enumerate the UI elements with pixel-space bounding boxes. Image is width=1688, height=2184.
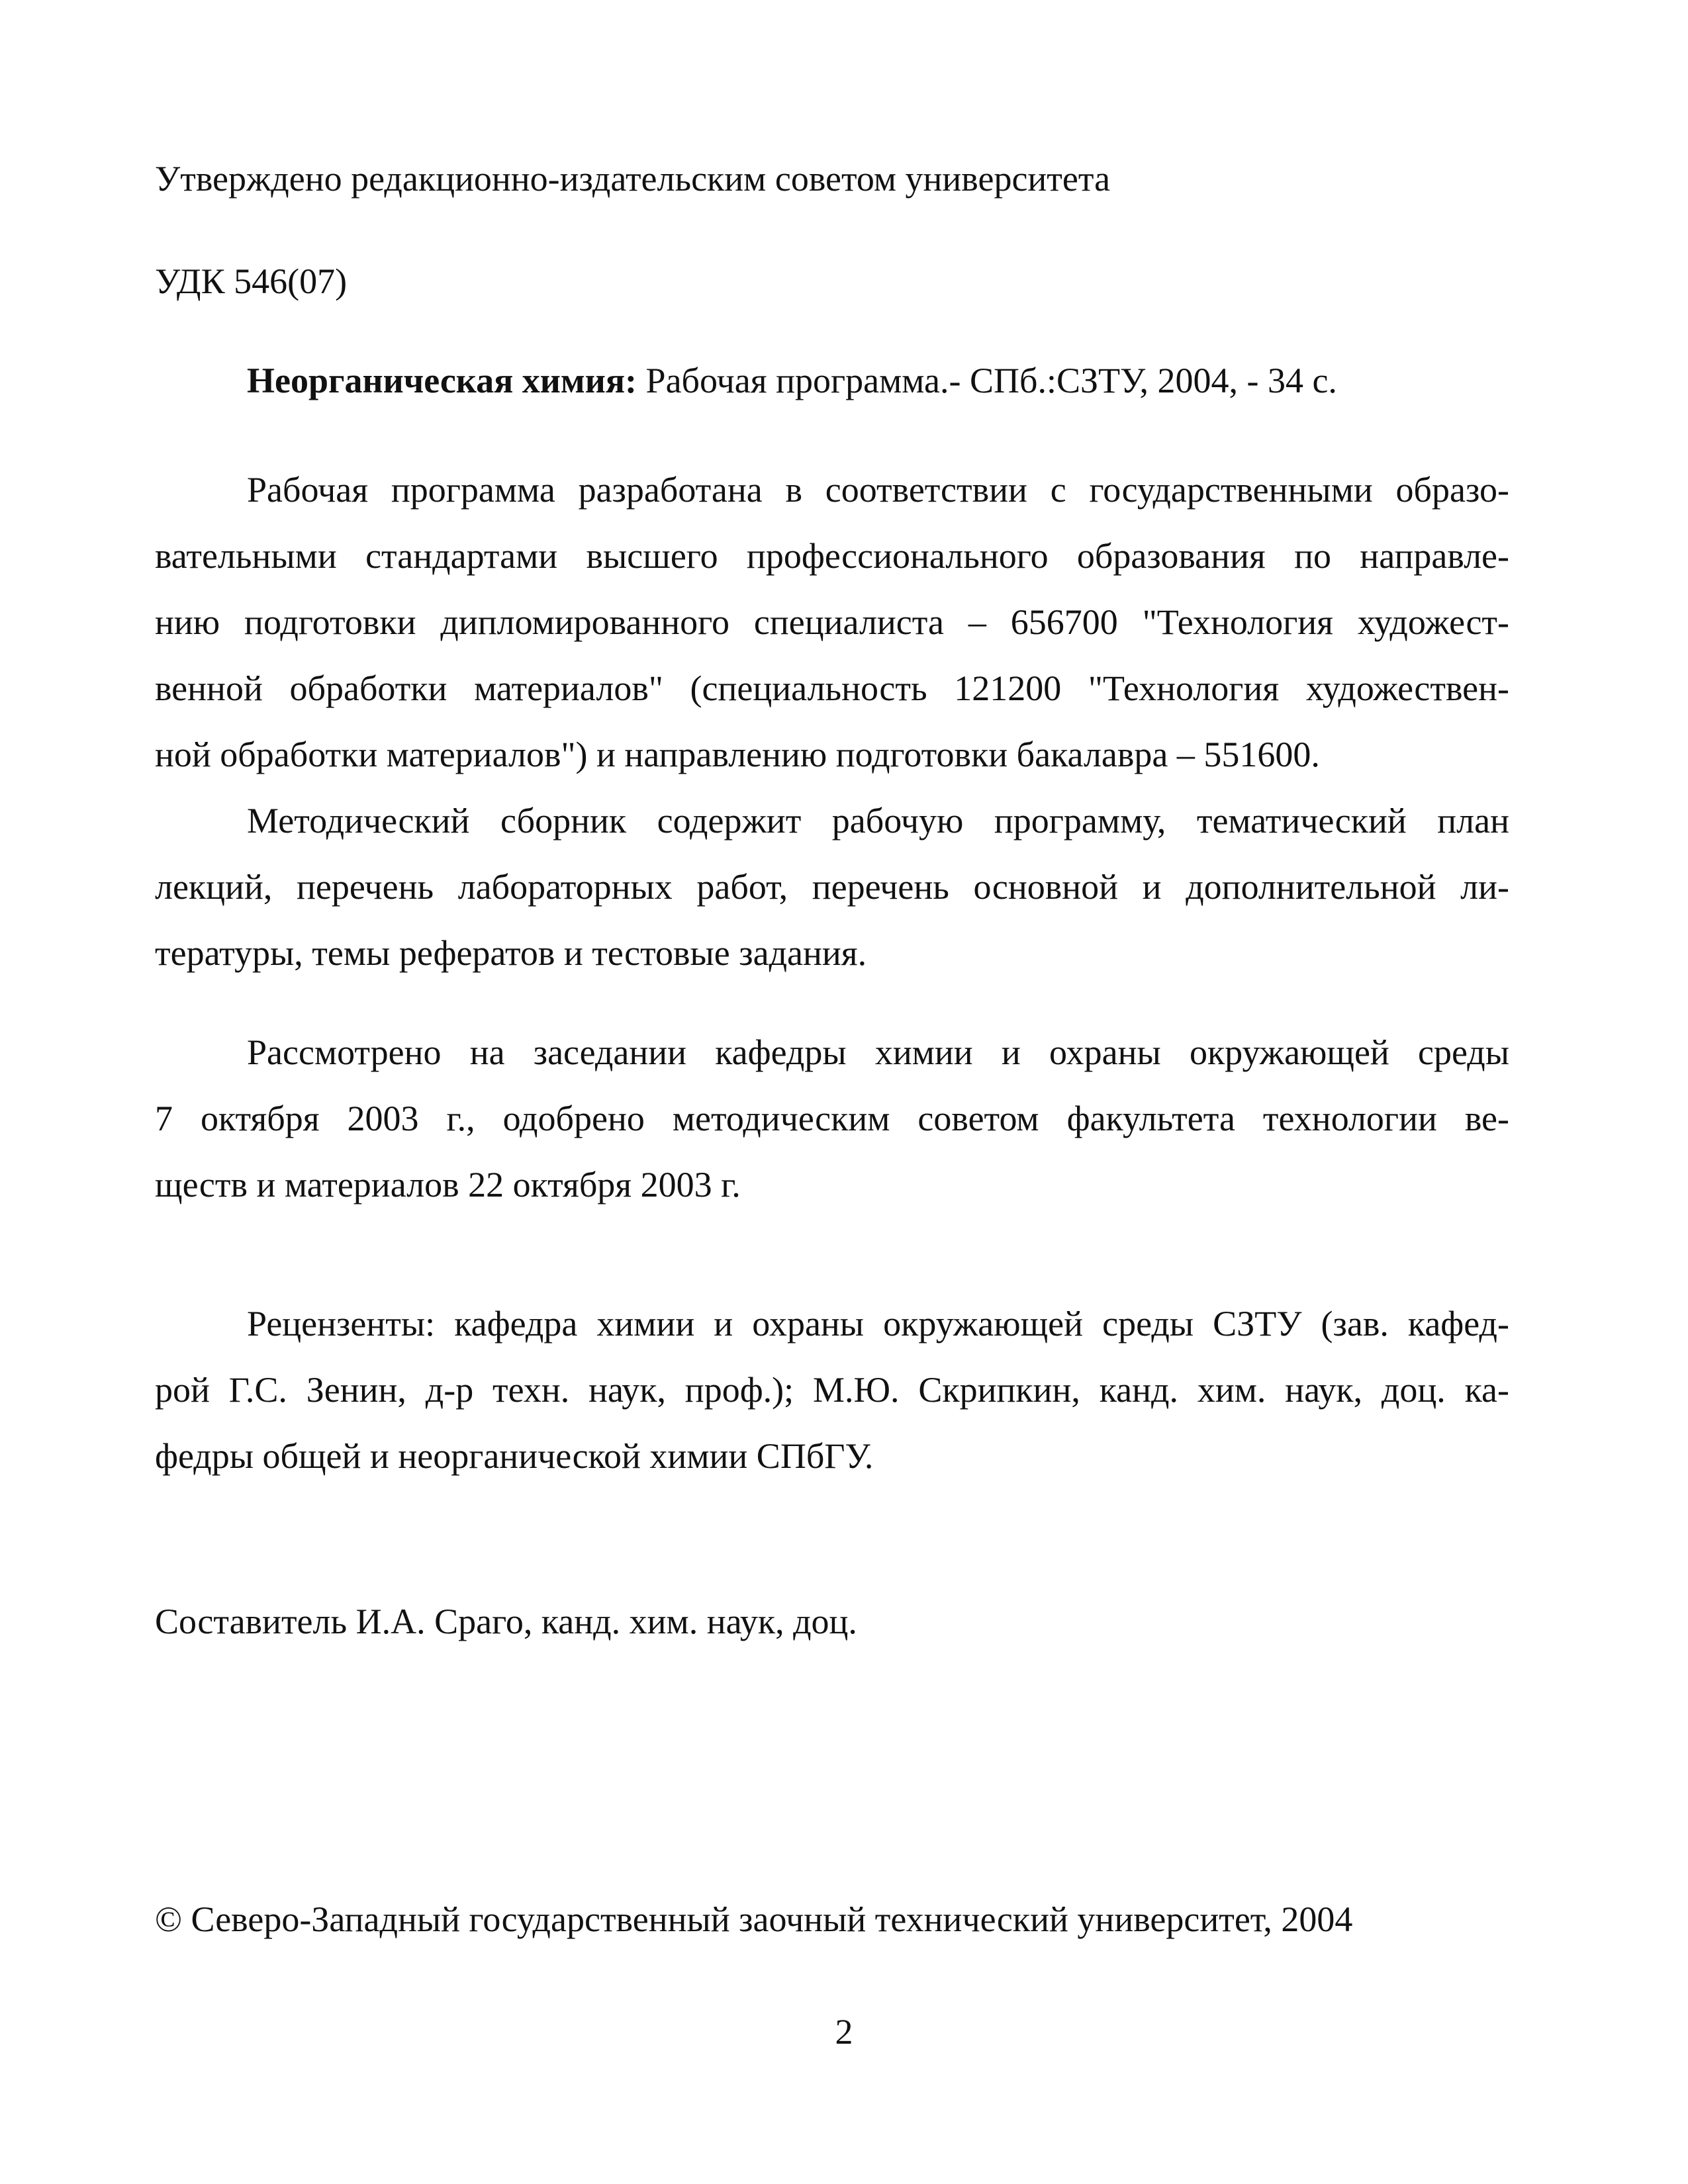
abstract-line: венной обработки материалов" (специальность 121200 "Технология художествен- — [155, 668, 1509, 708]
udk-code: УДК 546(07) — [155, 261, 348, 301]
citation-title: Неорганическая химия: — [247, 361, 637, 400]
reviewers-line: рой Г.С. Зенин, д-р техн. наук, проф.); М.Ю. Скрипкин, канд. хим. наук, доц. ка- — [155, 1370, 1509, 1410]
approval-line: Утверждено редакционно-издательским советом университета — [155, 159, 1111, 199]
reviewers-line: федры общей и неорганической химии СПбГУ. — [155, 1436, 874, 1476]
abstract-line: нию подготовки дипломированного специалиста – 656700 "Технология художест- — [155, 602, 1509, 642]
compiler-line: Составитель И.А. Сраго, канд. хим. наук, доц. — [155, 1602, 857, 1641]
abstract-line: тературы, темы рефератов и тестовые задания. — [155, 933, 867, 973]
abstract-line: лекций, перечень лабораторных работ, перечень основной и дополнительной ли- — [155, 867, 1509, 907]
abstract-line: Рабочая программа разработана в соответствии с государственными образо- — [247, 470, 1509, 510]
citation — [247, 347, 1509, 414]
abstract-line: Методический сборник содержит рабочую программу, тематический план — [247, 801, 1509, 841]
meeting-line: ществ и материалов 22 октября 2003 г. — [155, 1165, 741, 1205]
abstract-line: ной обработки материалов") и направлению подготовки бакалавра – 551600. — [155, 735, 1320, 774]
abstract-line: вательными стандартами высшего профессионального образования по направле- — [155, 536, 1509, 576]
reviewers-line: Рецензенты: кафедра химии и охраны окружающей среды СЗТУ (зав. кафед- — [247, 1304, 1509, 1343]
page-number: 2 — [835, 2012, 853, 2052]
meeting-line: Рассмотрено на заседании кафедры химии и охраны окружающей среды — [247, 1032, 1509, 1072]
meeting-line: 7 октября 2003 г., одобрено методическим советом факультета технологии ве- — [155, 1099, 1509, 1138]
copyright-line: © Северо-Западный государственный заочный технический университет, 2004 — [155, 1899, 1353, 1939]
citation-details: Рабочая программа.- СПб.:СЗТУ, 2004, - 34 с. — [637, 361, 1337, 400]
